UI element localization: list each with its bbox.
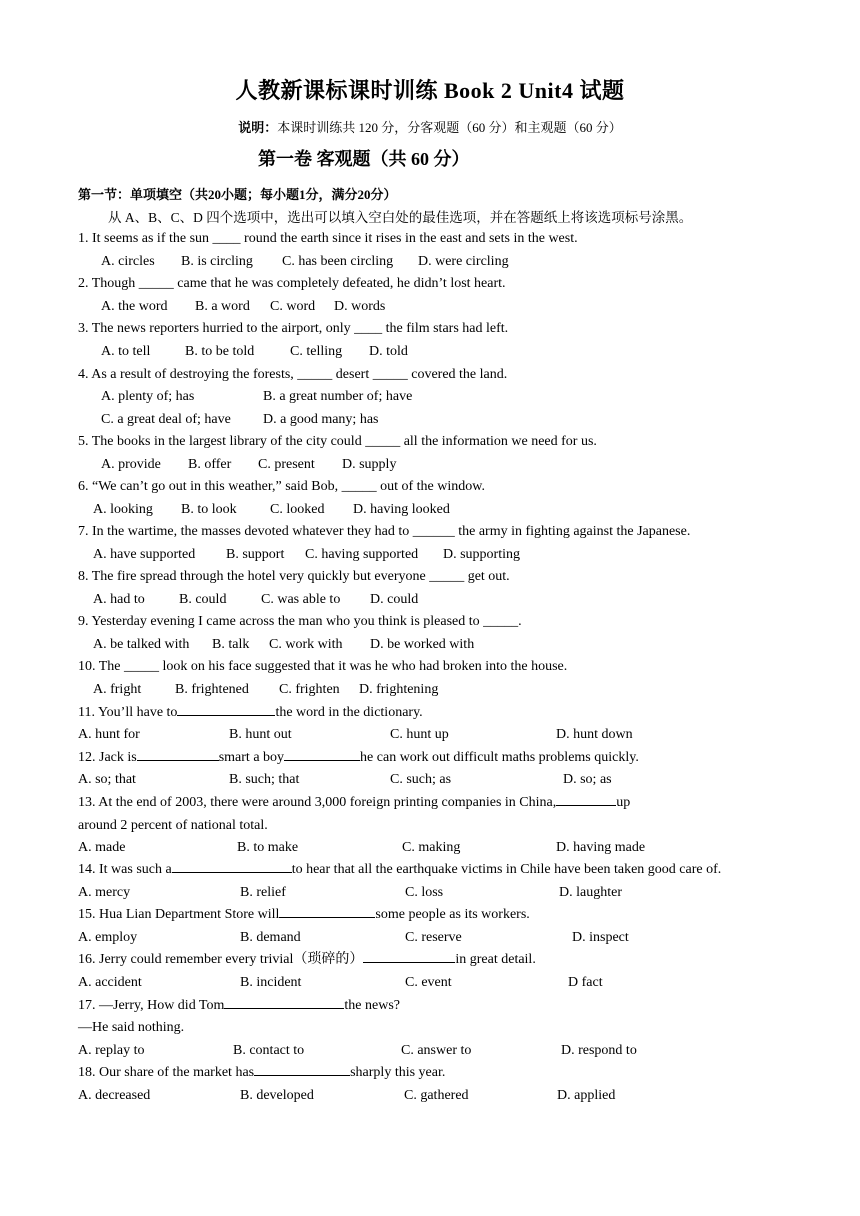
answer-blank [224,995,344,1009]
option: B. to make [237,840,299,855]
option: C. making [402,840,461,855]
option: B. hunt out [229,727,292,742]
stem-text: he can work out difficult maths problems quickly. [360,750,639,765]
question-stem [78,792,630,814]
option: D. supporting [443,547,520,562]
answer-blank [177,702,275,716]
option: A. hunt for [78,727,140,742]
exam-note [0,117,860,136]
option: C. work with [269,637,343,652]
question-stem: 2. Though _____ came that he was completely defeated, he didn’t lost heart. [78,276,506,291]
option: C. hunt up [390,727,449,742]
option: A. so; that [78,772,136,787]
question-options [0,341,860,363]
question-stem [78,702,423,724]
section-title: 第一节：单项填空（共20小题；每小题1分，满分20分） [78,187,397,202]
option: A. mercy [78,885,131,900]
question-stem [78,949,536,971]
stem-text: 14. It was such a [78,862,172,877]
option: A. circles [101,254,155,269]
question-options [0,544,860,566]
question-options [0,454,860,476]
question-options [0,1085,860,1107]
option: A. replay to [78,1043,145,1058]
stem-text: 12. Jack is [78,750,137,765]
option: B. a great number of; have [263,389,413,404]
question-stem: 9. Yesterday evening I came across the man who you think is pleased to _____. [78,614,522,629]
question-stem-continued: around 2 percent of national total. [78,818,268,833]
option: D. were circling [418,254,509,269]
question-options [0,251,860,273]
option: A. the word [101,299,168,314]
option: C. a great deal of; have [101,412,231,427]
option: C. gathered [404,1088,469,1103]
option: C. present [258,457,315,472]
question-stem: 4. As a result of destroying the forests, _____ desert _____ covered the land. [78,367,508,382]
option: D. a good many; has [263,412,379,427]
option: B. offer [188,457,232,472]
option: A. provide [101,457,161,472]
question-stem: 8. The fire spread through the hotel very quickly but everyone _____ get out. [78,569,510,584]
question-stem-continued: —He said nothing. [78,1020,185,1035]
option: A. plenty of; has [101,389,195,404]
option: C. word [270,299,316,314]
option: D. applied [557,1088,616,1103]
option: A. be talked with [93,637,190,652]
option: A. accident [78,975,142,990]
stem-text: the news? [344,998,400,1013]
question-options [0,837,860,859]
option: D. frightening [359,682,439,697]
note-label: 说明： [238,120,278,135]
option: C. looked [270,502,325,517]
option: D. supply [342,457,397,472]
option: C. has been circling [282,254,394,269]
question-stem [78,904,530,926]
option: C. was able to [261,592,341,607]
option: A. made [78,840,126,855]
question-options [0,679,860,701]
option: C. event [405,975,452,990]
instructions: 从 A、B、C、D 四个选项中，选出可以填入空白处的最佳选项，并在答题纸上将该选项标号涂黑。 [108,210,693,225]
option: D. respond to [561,1043,637,1058]
option: B. to be told [185,344,255,359]
option: B. developed [240,1088,314,1103]
stem-text: 13. At the end of 2003, there were around 3,000 foreign printing companies in China, [78,795,557,810]
question-options [0,296,860,318]
question-stem [78,747,639,769]
option: A. looking [93,502,153,517]
question-options [0,409,860,431]
option: A. fright [93,682,142,697]
option: D. having made [556,840,646,855]
stem-text: up [616,795,631,810]
option: D. told [369,344,408,359]
stem-text: sharply this year. [350,1065,446,1080]
option: C. telling [290,344,343,359]
question-stem: 1. It seems as if the sun ____ round the earth since it rises in the east and sets in the west. [78,231,578,246]
answer-blank [556,792,616,806]
stem-text: the word in the dictionary. [275,705,423,720]
option: B. is circling [181,254,253,269]
option: C. such; as [390,772,452,787]
option: C. loss [405,885,444,900]
question-options [0,769,860,791]
page-title: 人教新课标课时训练 Book 2 Unit4 试题 [235,78,625,103]
question-options [0,386,860,408]
question-stem: 5. The books in the largest library of the city could _____ all the information we need for us. [78,434,597,449]
option: B. incident [240,975,302,990]
option: A. had to [93,592,145,607]
stem-text: 15. Hua Lian Department Store will [78,907,280,922]
option: D. having looked [353,502,450,517]
option: C. reserve [405,930,462,945]
stem-text: to hear that all the earthquake victims in Chile have been taken good care of. [291,862,722,877]
question-stem: 10. The _____ look on his face suggested that it was he who had broken into the house. [78,659,568,674]
option: B. support [226,547,285,562]
stem-text: in great detail. [455,952,536,967]
answer-blank [279,904,375,918]
stem-text: 11. You’ll have to [78,705,178,720]
question-options [0,1040,860,1062]
question-stem: 7. In the wartime, the masses devoted whatever they had to ______ the army in fighting against the Japanese. [78,524,691,539]
option: A. to tell [101,344,151,359]
question-options [0,882,860,904]
option: B. a word [195,299,250,314]
answer-blank [284,747,360,761]
option: D. words [334,299,386,314]
option: B. relief [240,885,286,900]
option: D. could [370,592,419,607]
option: C. answer to [401,1043,472,1058]
stem-text: 17. —Jerry, How did Tom [78,998,225,1013]
option: A. decreased [78,1088,151,1103]
option: C. having supported [305,547,419,562]
question-options [0,972,860,994]
question-stem: 6. “We can’t go out in this weather,” said Bob, _____ out of the window. [78,479,485,494]
option: B. frightened [175,682,249,697]
question-options [0,724,860,746]
option: D. so; as [563,772,612,787]
question-options [0,499,860,521]
option: B. talk [212,637,250,652]
question-stem [78,995,400,1017]
option: D fact [568,975,603,990]
part-title: 第一卷 客观题（共 60 分） [258,149,470,169]
option: D. laughter [559,885,622,900]
option: B. such; that [229,772,300,787]
option: C. frighten [279,682,340,697]
question-options [0,634,860,656]
stem-text: 16. Jerry could remember every trivial（琐碎的） [78,952,364,967]
option: B. could [179,592,227,607]
stem-text: smart a boy [218,750,285,765]
option: A. employ [78,930,138,945]
question-options [0,927,860,949]
option: D. hunt down [556,727,633,742]
option: A. have supported [93,547,196,562]
answer-blank [363,949,455,963]
question-stem: 3. The news reporters hurried to the airport, only ____ the film stars had left. [78,321,509,336]
answer-blank [254,1062,350,1076]
answer-blank [172,859,292,873]
stem-text: some people as its workers. [375,907,530,922]
stem-text: 18. Our share of the market has [78,1065,255,1080]
note-text: 本课时训练共 120 分，分客观题（60 分）和主观题（60 分） [277,120,622,135]
option: D. inspect [572,930,629,945]
option: B. to look [181,502,237,517]
option: B. contact to [233,1043,305,1058]
answer-blank [137,747,219,761]
option: D. be worked with [370,637,475,652]
question-options [0,589,860,611]
option: B. demand [240,930,301,945]
question-stem [78,859,721,881]
question-stem [78,1062,445,1084]
